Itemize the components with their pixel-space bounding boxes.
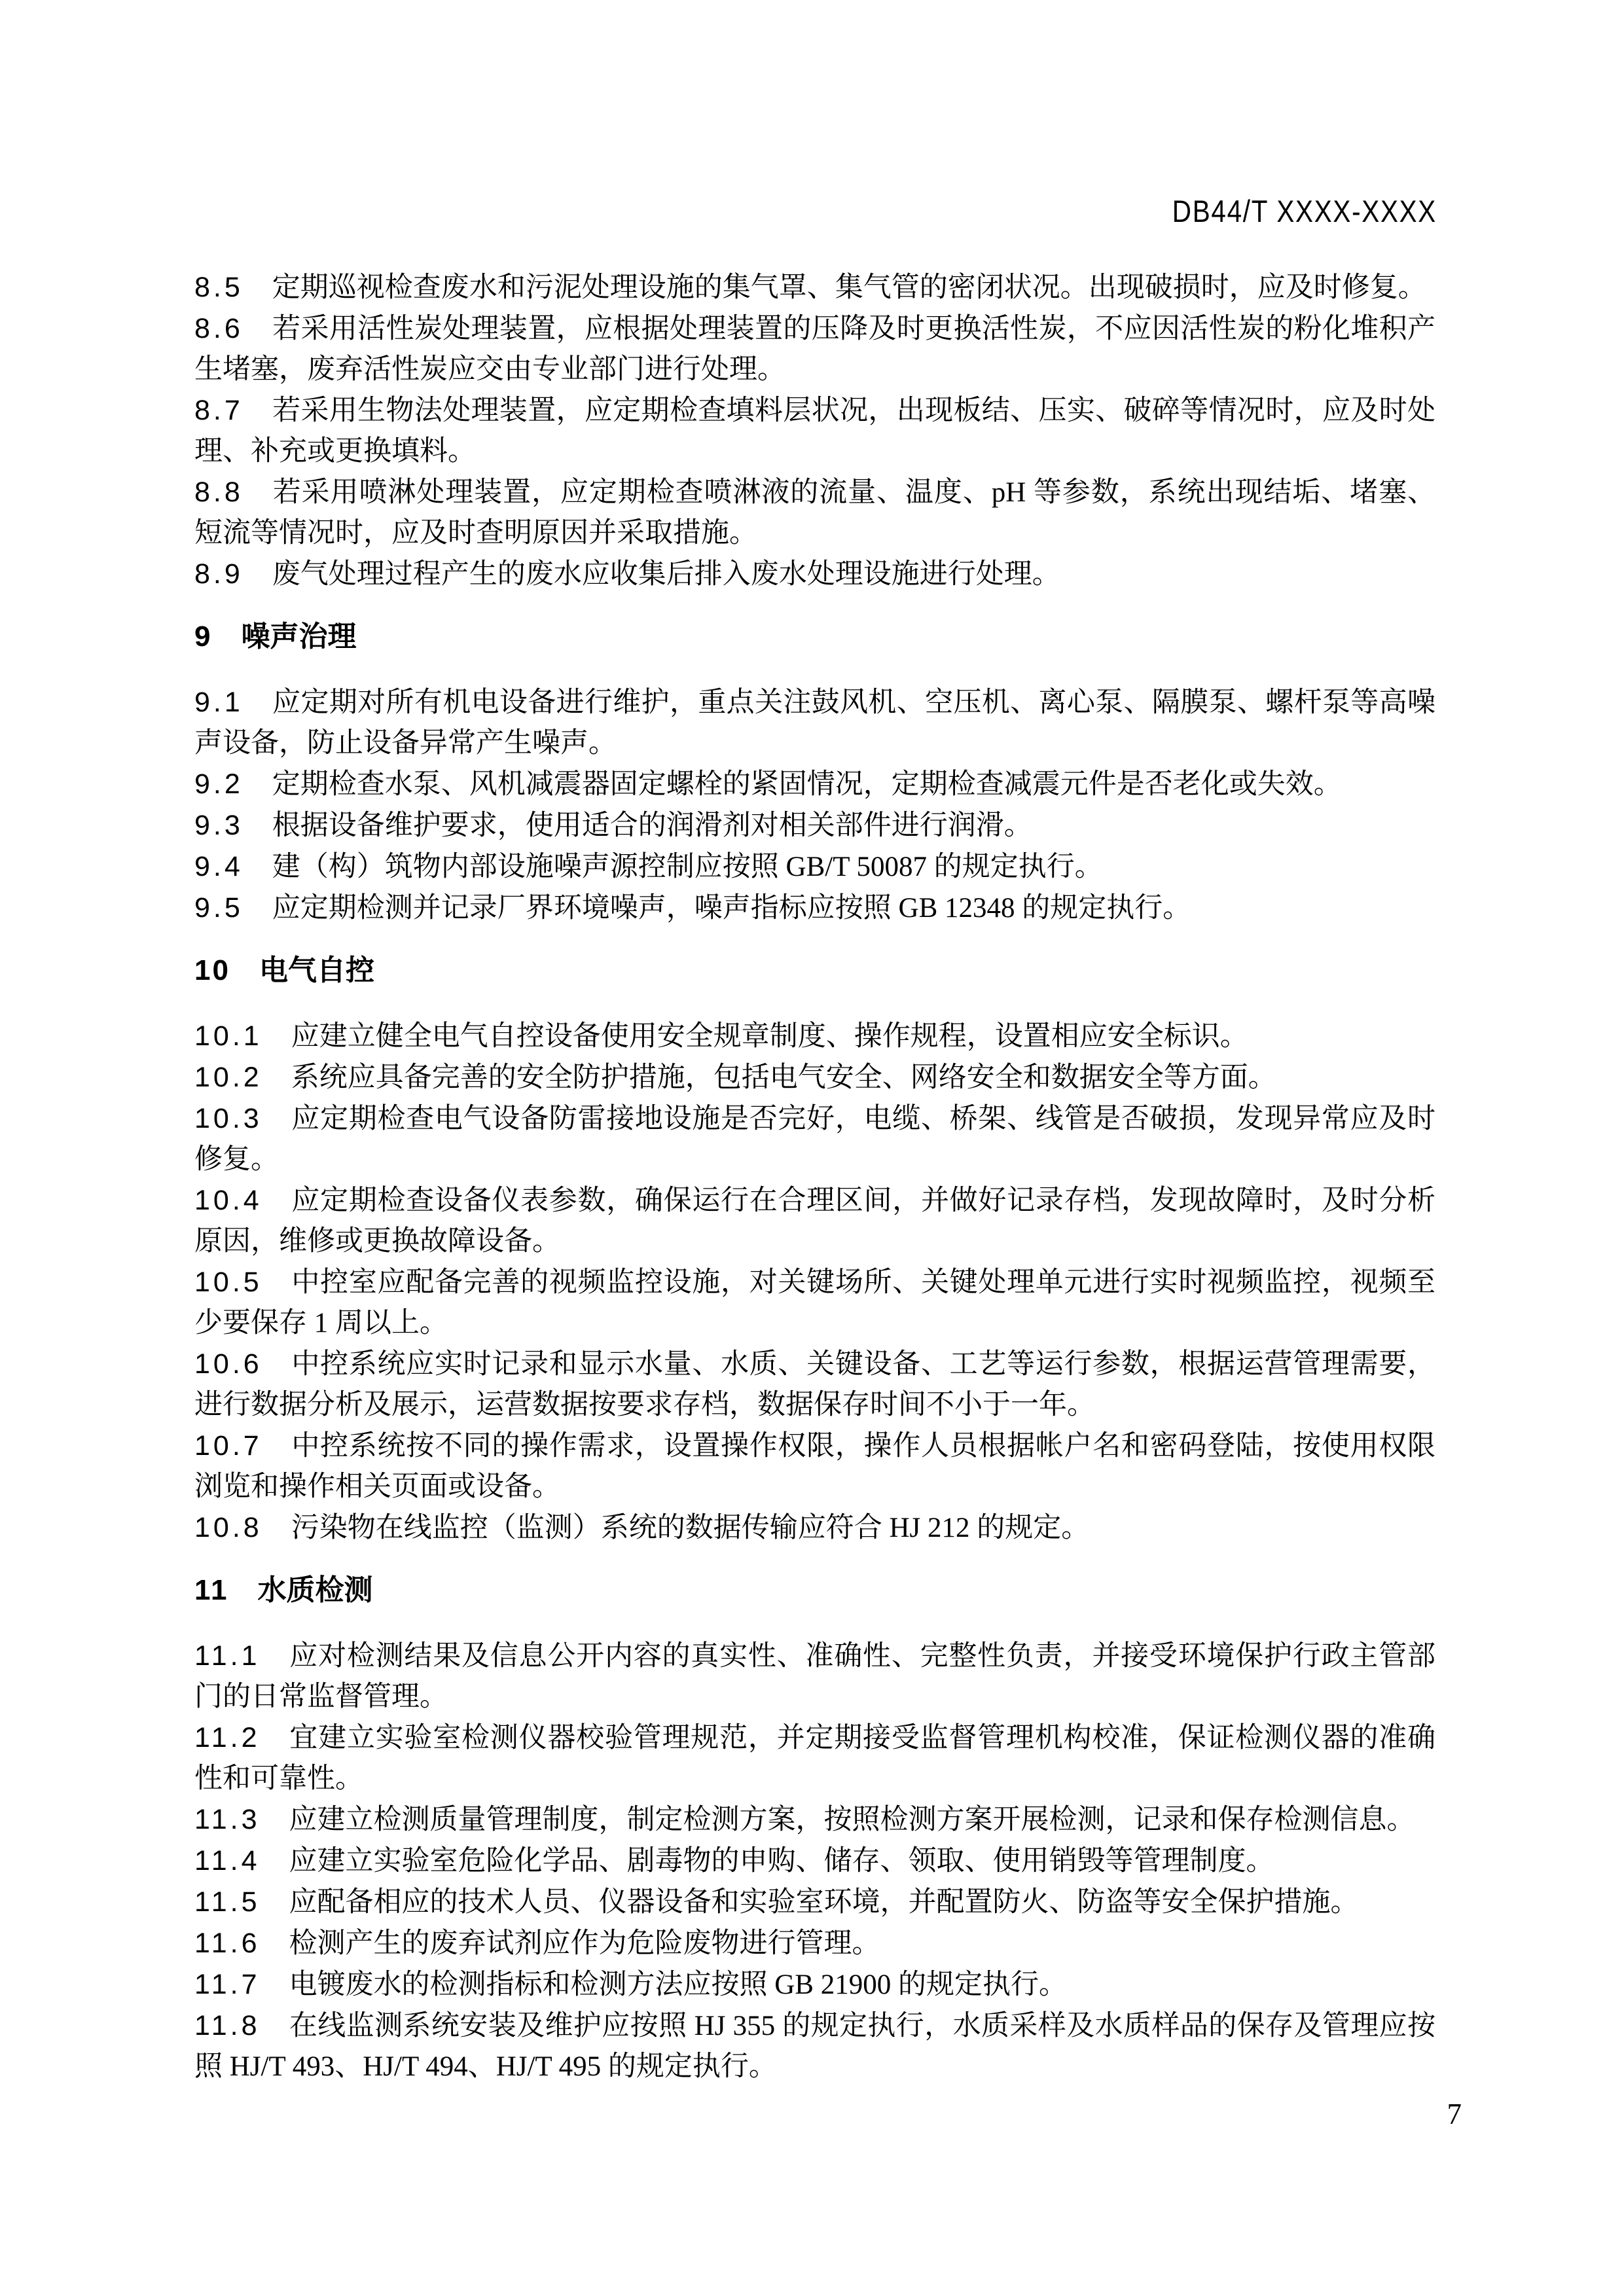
clause-number: 10.6 (194, 1348, 262, 1380)
clause-number: 11.5 (194, 1886, 261, 1918)
clause-number: 8.5 (194, 272, 244, 303)
clause-9-3 (194, 805, 1435, 846)
clause-number: 11.1 (194, 1640, 261, 1672)
clause-11-3 (194, 1799, 1435, 1840)
clause-text: 应建立检测质量管理制度，制定检测方案，按照检测方案开展检测，记录和保存检测信息。 (289, 1804, 1415, 1835)
clause-text: 中控室应配备完善的视频监控设施，对关键场所、关键处理单元进行实时视频监控，视频至少要保存 1 周以上。 (194, 1267, 1435, 1338)
clause-number: 9.4 (194, 851, 244, 882)
section-heading-10 (194, 950, 1435, 991)
section-heading-11 (194, 1570, 1435, 1611)
page-number: 7 (1447, 2098, 1462, 2130)
clause-number: 9.2 (194, 768, 244, 800)
section-title: 电气自控 (259, 954, 374, 986)
clause-10-2 (194, 1057, 1435, 1098)
clause-10-1 (194, 1016, 1435, 1057)
clause-number: 10.2 (194, 1062, 262, 1093)
clause-text: 中控系统按不同的操作需求，设置操作权限，操作人员根据帐户名和密码登陆，按使用权限浏览和操作相关页面或设备。 (194, 1431, 1435, 1502)
clause-number: 8.8 (194, 476, 244, 508)
clause-text: 电镀废水的检测指标和检测方法应按照 GB 21900 的规定执行。 (289, 1969, 1067, 2000)
clause-text: 应定期检测并记录厂界环境噪声，噪声指标应按照 GB 12348 的规定执行。 (272, 893, 1191, 924)
clause-number: 10.7 (194, 1430, 262, 1462)
clause-text: 废气处理过程产生的废水应收集后排入废水处理设施进行处理。 (272, 559, 1060, 590)
clause-10-3 (194, 1098, 1435, 1180)
clause-text: 应建立实验室危险化学品、剧毒物的申购、储存、领取、使用销毁等管理制度。 (289, 1846, 1274, 1876)
clause-number: 11.7 (194, 1969, 261, 2000)
clause-text: 若采用喷淋处理装置，应定期检查喷淋液的流量、温度、pH 等参数，系统出现结垢、堵塞、短流等情况时，应及时查明原因并采取措施。 (194, 477, 1435, 548)
clause-text: 定期检查水泵、风机减震器固定螺栓的紧固情况，定期检查减震元件是否老化或失效。 (272, 769, 1342, 800)
clause-number: 9.1 (194, 687, 244, 718)
clause-text: 应定期检查电气设备防雷接地设施是否完好，电缆、桥架、线管是否破损，发现异常应及时修复。 (194, 1103, 1435, 1175)
clause-text: 检测产生的废弃试剂应作为危险废物进行管理。 (289, 1928, 880, 1959)
clause-text: 应定期检查设备仪表参数，确保运行在合理区间，并做好记录存档，发现故障时，及时分析原因，维修或更换故障设备。 (194, 1185, 1435, 1257)
doc-code-header: DB44/T XXXX-XXXX (1172, 194, 1437, 228)
clause-8-8 (194, 472, 1435, 554)
section-number: 11 (194, 1574, 229, 1606)
clause-number: 8.7 (194, 395, 244, 426)
clause-text: 污染物在线监控（监测）系统的数据传输应符合 HJ 212 的规定。 (291, 1513, 1090, 1543)
section-title: 噪声治理 (241, 620, 357, 653)
clause-text: 定期巡视检查废水和污泥处理设施的集气罩、集气管的密闭状况。出现破损时，应及时修复。 (272, 272, 1426, 303)
clause-number: 10.5 (194, 1266, 262, 1298)
clause-10-8 (194, 1507, 1435, 1549)
clause-9-5 (194, 888, 1435, 929)
clause-text: 若采用活性炭处理装置，应根据处理装置的压降及时更换活性炭，不应因活性炭的粉化堆积产生堵塞，废弃活性炭应交由专业部门进行处理。 (194, 314, 1435, 385)
clause-8-5 (194, 267, 1435, 308)
clause-9-4 (194, 846, 1435, 888)
section-heading-9 (194, 617, 1435, 657)
document-body (194, 267, 1435, 2087)
clause-number: 10.4 (194, 1185, 262, 1216)
clause-8-7 (194, 390, 1435, 472)
clause-number: 11.8 (194, 2010, 261, 2041)
clause-8-6 (194, 308, 1435, 390)
clause-text: 系统应具备完善的安全防护措施，包括电气安全、网络安全和数据安全等方面。 (291, 1062, 1276, 1093)
clause-9-2 (194, 764, 1435, 805)
clause-text: 应配备相应的技术人员、仪器设备和实验室环境，并配置防火、防盗等安全保护措施。 (289, 1887, 1359, 1918)
clause-number: 8.9 (194, 558, 244, 590)
clause-text: 应定期对所有机电设备进行维护，重点关注鼓风机、空压机、离心泵、隔膜泵、螺杆泵等高噪声设备，防止设备异常产生噪声。 (194, 687, 1435, 759)
clause-number: 11.6 (194, 1928, 261, 1959)
clause-10-7 (194, 1426, 1435, 1507)
clause-number: 10.8 (194, 1512, 262, 1543)
clause-8-9 (194, 554, 1435, 595)
clause-11-4 (194, 1840, 1435, 1882)
clause-text: 建（构）筑物内部设施噪声源控制应按照 GB/T 50087 的规定执行。 (272, 852, 1103, 882)
clause-number: 11.2 (194, 1722, 261, 1753)
clause-number: 11.3 (194, 1804, 261, 1835)
clause-text: 根据设备维护要求，使用适合的润滑剂对相关部件进行润滑。 (272, 810, 1032, 841)
clause-text: 宜建立实验室检测仪器校验管理规范，并定期接受监督管理机构校准，保证检测仪器的准确性和可靠性。 (194, 1723, 1435, 1794)
clause-9-1 (194, 682, 1435, 764)
clause-11-6 (194, 1923, 1435, 1964)
clause-text: 应对检测结果及信息公开内容的真实性、准确性、完整性负责，并接受环境保护行政主管部门的日常监督管理。 (194, 1641, 1435, 1712)
clause-number: 10.1 (194, 1020, 262, 1052)
clause-10-4 (194, 1180, 1435, 1262)
clause-number: 11.4 (194, 1845, 261, 1876)
clause-text: 中控系统应实时记录和显示水量、水质、关键设备、工艺等运行参数，根据运营管理需要，进行数据分析及展示，运营数据按要求存档，数据保存时间不小于一年。 (194, 1349, 1435, 1420)
clause-11-5 (194, 1882, 1435, 1923)
clause-11-1 (194, 1636, 1435, 1717)
clause-number: 9.3 (194, 810, 244, 841)
clause-number: 9.5 (194, 892, 244, 924)
clause-text: 应建立健全电气自控设备使用安全规章制度、操作规程，设置相应安全标识。 (291, 1021, 1248, 1052)
section-title: 水质检测 (257, 1574, 373, 1606)
section-number: 10 (194, 954, 230, 986)
clause-11-2 (194, 1717, 1435, 1799)
clause-text: 在线监测系统安装及维护应按照 HJ 355 的规定执行，水质采样及水质样品的保存及管理应按照 HJ/T 493、HJ/T 494、HJ/T 495 的规定执行。 (194, 2011, 1435, 2082)
clause-10-5 (194, 1262, 1435, 1344)
clause-11-7 (194, 1964, 1435, 2005)
clause-10-6 (194, 1344, 1435, 1426)
clause-number: 8.6 (194, 313, 244, 344)
clause-11-8 (194, 2005, 1435, 2087)
clause-text: 若采用生物法处理装置，应定期检查填料层状况，出现板结、压实、破碎等情况时，应及时处理、补充或更换填料。 (194, 395, 1435, 467)
clause-number: 10.3 (194, 1103, 262, 1134)
section-number: 9 (194, 620, 213, 653)
